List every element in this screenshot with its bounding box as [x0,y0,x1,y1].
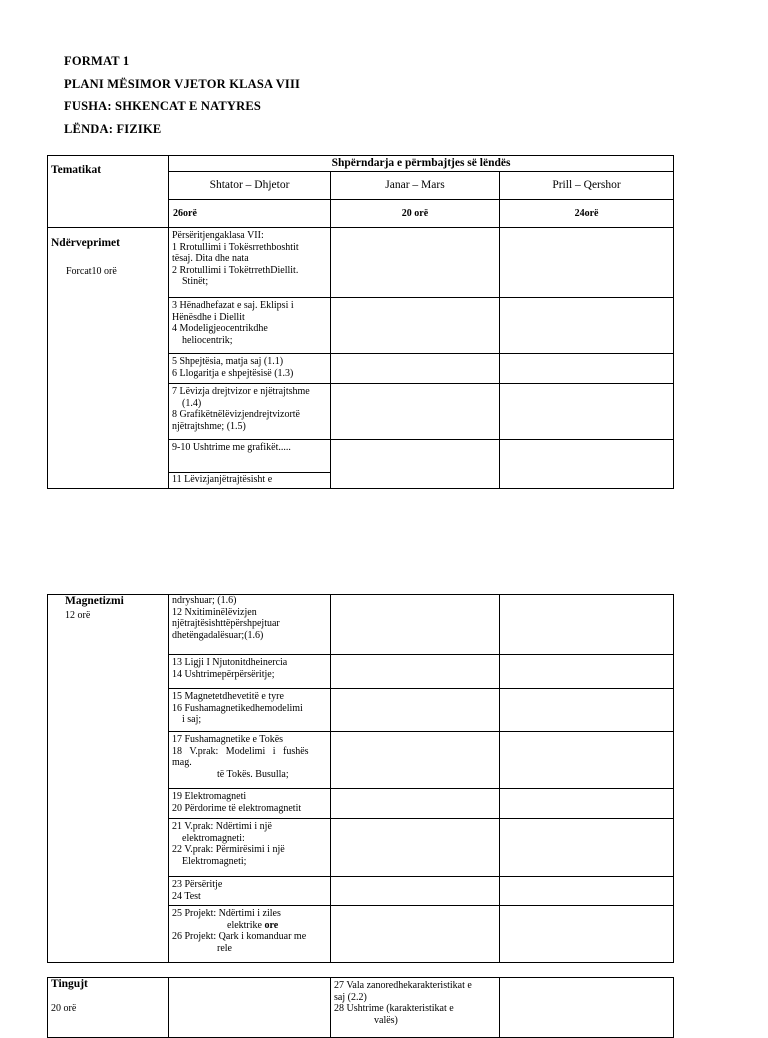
lesson-line: 7 Lëvizja drejtvizor e njëtrajtshme [172,386,310,397]
topic-name: Ndërveprimet [51,237,120,249]
hours-3: 24orë [574,208,599,219]
lesson-line: 22 V.prak: Përmirësimi i një [172,844,285,855]
lesson-line: (1.4) [182,397,202,409]
lesson-cell [169,473,331,489]
lesson-line: valës) [374,1014,398,1026]
empty-cell [331,384,500,440]
lesson-line: ndryshuar; (1.6) [172,595,237,606]
plan-table-2 [47,594,674,963]
empty-cell [331,689,500,732]
empty-cell [500,384,674,440]
subject-label: LËNDA: FIZIKE [64,121,162,136]
empty-cell [331,789,500,819]
lesson-line: heliocentrik; [182,334,233,346]
lesson-line: 28 Ushtrime (karakteristikat e [334,1003,454,1014]
empty-cell [331,819,500,877]
distribution-header-cell [169,156,674,172]
lesson-cell [169,819,331,877]
empty-cell [331,732,500,789]
document-header [64,50,300,140]
empty-cell [500,978,674,1038]
lesson-cell [169,440,331,473]
lesson-line: 3 Hënadhefazat e saj. Eklipsi i [172,300,294,311]
lesson-line: 23 Përsëritje [172,879,223,890]
lesson-cell [169,877,331,906]
topic-name: Tingujt [51,978,88,990]
lesson-line: 11 Lëvizjanjëtrajtësisht e [172,474,273,485]
lesson-line: Elektromagneti; [182,855,247,867]
month-col-3 [500,172,674,200]
lesson-line: 1 Rrotullimi i Tokësrrethboshtit [172,241,299,253]
lesson-line-text: elektrike [227,919,265,931]
lesson-line: 24 Test [172,890,201,902]
lesson-line: 5 Shpejtësia, matja saj (1.1) [172,356,284,367]
topic-cell-magnetizmi [48,595,169,963]
empty-cell [500,877,674,906]
empty-cell [500,819,674,877]
empty-cell [331,354,500,384]
empty-cell [500,595,674,655]
lesson-line-bold: ore [264,919,279,931]
topics-header: Tematikat [51,164,102,176]
hours-col-2 [331,200,500,228]
lesson-line: të Tokës. Busulla; [217,768,289,780]
lesson-cell [169,595,331,655]
topic-hours: 12 orë [65,609,91,621]
empty-cell [500,440,674,489]
lesson-cell [169,228,331,298]
lesson-line: 4 Modeligjeocentrikdhe [172,323,268,334]
lesson-line: 15 Magnetetdhevetitë e tyre [172,691,284,702]
empty-cell [331,655,500,689]
lesson-line: 14 Ushtrimepërpërsëritje; [172,668,275,680]
lesson-line: elektromagneti: [182,832,245,844]
empty-cell [500,732,674,789]
format-label: FORMAT 1 [64,54,130,68]
empty-cell [331,298,500,354]
month-col-1 [169,172,331,200]
empty-cell [331,877,500,906]
lesson-cell [169,298,331,354]
month-name-1: Shtator – Dhjetor [209,179,290,191]
lesson-line: 18 V.prak: Modelimi i fushës [172,745,309,757]
lesson-line: dhetëngadalësuar;(1.6) [172,629,264,641]
field-label: FUSHA: SHKENCAT E NATYRES [64,99,262,113]
empty-cell [500,655,674,689]
empty-cell [331,228,500,298]
lesson-cell [169,789,331,819]
lesson-line: rele [217,942,232,954]
lesson-line: Përsëritjengaklasa VII: [172,230,264,241]
month-name-2: Janar – Mars [385,179,445,191]
lesson-cell [331,978,500,1038]
lesson-line: 8 Grafikëtnëlëvizjendrejtvizortë [172,409,300,420]
month-col-2 [331,172,500,200]
topic-hours: 20 orë [51,1002,77,1014]
empty-cell [500,789,674,819]
lesson-line: 25 Projekt: Ndërtimi i ziles [172,908,281,919]
lesson-cell [169,354,331,384]
lesson-line: Hënësdhe i Diellit [172,311,245,323]
lesson-line: 27 Vala zanoredhekarakteristikat e [334,980,472,991]
lesson-line: Stinët; [182,276,209,287]
lesson-line: 26 Projekt: Qark i komanduar me [172,931,307,942]
lesson-line: 17 Fushamagnetike e Tokës [172,734,284,745]
lesson-line: 13 Ligji I Njutonitdheinercia [172,657,288,668]
topics-header-cell [48,156,169,228]
lesson-cell [169,732,331,789]
empty-cell [500,298,674,354]
topic-cell-tingujt [48,978,169,1038]
hours-col-1 [169,200,331,228]
lesson-cell [169,689,331,732]
lesson-line: 9-10 Ushtrime me grafikët..... [172,442,291,453]
hours-1: 26orë [173,208,197,219]
topic-name: Magnetizmi [65,595,124,607]
topic-hours: Forcat10 orë [66,265,117,277]
empty-cell [331,595,500,655]
lesson-line: saj (2.2) [334,991,367,1003]
empty-cell [331,906,500,963]
lesson-line [172,920,327,932]
lesson-line: 21 V.prak: Ndërtimi i një [172,821,272,832]
empty-cell [500,354,674,384]
empty-cell [169,978,331,1038]
lesson-line: 2 Rrotullimi i TokëtrrethDiellit. [172,264,299,276]
plan-table-1 [47,155,674,489]
lesson-line: tësaj. Dita dhe nata [172,253,249,264]
hours-2: 20 orë [401,208,429,219]
lesson-line: i saj; [182,714,202,725]
lesson-line: 19 Elektromagneti [172,791,247,802]
empty-cell [331,440,500,489]
lesson-cell [169,655,331,689]
plan-title: PLANI MËSIMOR VJETOR KLASA VIII [64,76,301,91]
empty-cell [500,906,674,963]
plan-table-3 [47,977,674,1038]
empty-cell [500,689,674,732]
lesson-line: mag. [172,757,192,768]
lesson-cell [169,384,331,440]
lesson-cell [169,906,331,963]
lesson-line: 12 Nxitiminëlëvizjen [172,606,257,618]
lesson-line: 6 Llogaritja e shpejtësisë (1.3) [172,367,294,379]
lesson-line: njëtrajtësishttëpërshpejtuar [172,618,280,629]
distribution-header: Shpërndarja e përmbajtjes së lëndës [331,157,511,169]
empty-cell [500,228,674,298]
hours-col-3 [500,200,674,228]
lesson-line: 20 Përdorime të elektromagnetit [172,802,302,814]
topic-cell-nderveprimet [48,228,169,489]
month-name-3: Prill – Qershor [552,179,621,191]
lesson-line: njëtrajtshme; (1.5) [172,420,246,432]
lesson-line: 16 Fushamagnetikedhemodelimi [172,702,303,714]
